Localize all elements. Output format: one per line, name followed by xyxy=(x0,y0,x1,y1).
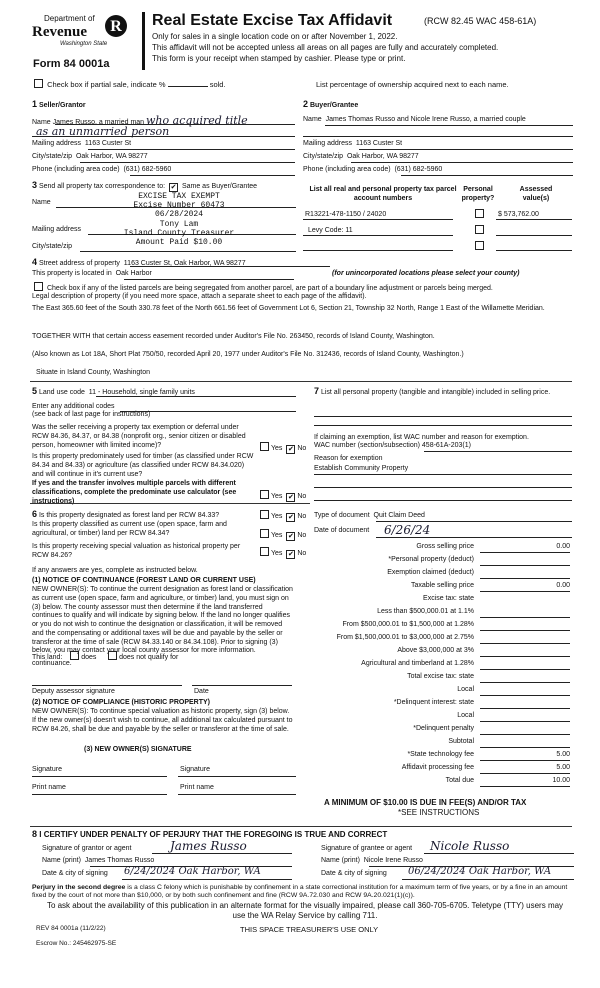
partial-pct-field[interactable] xyxy=(168,86,208,87)
s3-name-label: Name xyxy=(32,199,51,206)
revenue-r-icon xyxy=(104,14,128,38)
price-row: Subtotal xyxy=(312,738,574,750)
buyer-city-row: City/state/zip Oak Harbor, WA 98277 xyxy=(303,153,419,160)
price-row: From $500,000.01 to $1,500,000 at 1.28% xyxy=(312,621,574,633)
dor-logo xyxy=(30,14,130,56)
reason-label: Reason for exemption xyxy=(314,455,383,462)
buyer-city[interactable]: Oak Harbor, WA 98277 xyxy=(346,153,419,160)
owner-sig-label-2: Signature xyxy=(180,766,210,773)
s5-q1-answer: Yes ✔ No xyxy=(258,442,306,454)
buyer-mail-row: Mailing address 1163 Custer St xyxy=(303,140,403,147)
s3-city-label: City/state/zip xyxy=(32,243,73,250)
header-line2: This affidavit will not be accepted unless all areas on all pages are fully and accurately completed. xyxy=(152,43,499,52)
state-text: Washington State xyxy=(60,41,108,47)
price-row: Gross selling price 0.00 xyxy=(312,543,574,555)
s6-q1-yes[interactable] xyxy=(260,510,269,519)
personal-col-header: Personal property? xyxy=(461,186,495,202)
s5-q2-answer: Yes ✔ No xyxy=(258,490,306,502)
located-row: This property is located in Oak Harbor (for unincorporated locations please select your county) xyxy=(32,270,520,277)
s6-q3: Is this property receiving special valuation as historical property per RCW 84.26? xyxy=(32,543,241,559)
buyer-phone[interactable]: (631) 682-5960 xyxy=(394,166,443,173)
minimum-due-note: A MINIMUM OF $10.00 IS DUE IN FEE(S) AND/OR TAX xyxy=(324,798,527,807)
s5-q2a: Is this property predominately used for timber (as classified under RCW 84.34 and 84.33) or agriculture (as classified under RCW 84.34.020) and will continue in it's current use? xyxy=(32,453,254,478)
doc-type[interactable]: Quit Claim Deed xyxy=(373,512,425,519)
header-line1: Only for sales in a single location code on or after November 1, 2022. xyxy=(152,32,398,41)
see-back-label: (see back of last page for instructions) xyxy=(32,411,151,418)
affidavit-processing-fee[interactable]: 5.00 xyxy=(480,764,570,774)
rev-number: REV 84 0001a (11/2/22) xyxy=(36,925,106,932)
price-row: Taxable selling price 0.00 xyxy=(312,582,574,594)
answers-yes-note: If any answers are yes, complete as instructed below. xyxy=(32,567,198,574)
taxable-selling-price[interactable]: 0.00 xyxy=(480,582,570,592)
s5-q1-no[interactable]: ✔ xyxy=(287,446,294,453)
personal-checkbox-3[interactable] xyxy=(475,241,484,250)
assessed-value[interactable]: $ 573,762.00 xyxy=(498,211,539,218)
owner-print-label-1: Print name xyxy=(32,784,66,791)
s6-q2-yes[interactable] xyxy=(260,529,269,538)
additional-codes-label: Enter any additional codes xyxy=(32,403,115,410)
seller-city[interactable]: Oak Harbor, WA 98277 xyxy=(75,153,148,160)
does-qualify-checkbox[interactable] xyxy=(70,651,79,660)
form-title: Real Estate Excise Tax Affidavit xyxy=(152,12,393,29)
continuance-label: continuance. xyxy=(32,660,72,667)
seller-name-handwritten-2: as an unmarried person xyxy=(36,125,170,138)
price-row: Local xyxy=(312,686,574,698)
does-not-qualify-checkbox[interactable] xyxy=(108,651,117,660)
s5-q1: Was the seller receiving a property tax exemption or deferral under RCW 84.36, 84.37, or 84.38 (nonprofit org., senior citizen or disabled person, homeowner with limited income)? xyxy=(32,424,246,449)
reason-value[interactable]: Establish Community Property xyxy=(314,465,409,472)
same-as-buyer-checkbox[interactable]: ✔ xyxy=(170,184,177,191)
revenue-text: Revenue xyxy=(32,24,87,40)
new-owner-sig-title: (3) NEW OWNER(S) SIGNATURE xyxy=(84,746,192,753)
doc-type-row: Type of document Quit Claim Deed xyxy=(314,512,425,519)
perjury-note: Perjury in the second degree is a class C felony which is punishable by confinement in a state correctional institution for a maximum term of five years, or by a fine in an amount fixed by the court of not more than $10,000, or by both such confinement and fine (RCW 9A.72.030 and RCW 9A.20.021(1)(c)). xyxy=(32,884,568,900)
notice2-title: (2) NOTICE OF COMPLIANCE (HISTORIC PROPERTY) xyxy=(32,699,210,706)
price-row: Less than $500,000.01 at 1.1% xyxy=(312,608,574,620)
street-row: 4 Street address of property 1163 Custer St, Oak Harbor, WA 98277 xyxy=(32,257,246,267)
notice1-title: (1) NOTICE OF CONTINUANCE (FOREST LAND OR CURRENT USE) xyxy=(32,577,256,584)
seller-name[interactable]: James Russo, a married man xyxy=(52,119,145,126)
buyer-name-row: Name James Thomas Russo and Nicole Irene Russo, a married couple xyxy=(303,116,526,123)
assessed-col-header: Assessed value(s) xyxy=(519,186,553,202)
exemption-label: If claiming an exemption, list WAC number and reason for exemption. xyxy=(314,434,529,441)
seller-name-handwritten: who acquired title xyxy=(146,114,248,127)
price-row: *Personal property (deduct) xyxy=(312,556,574,568)
price-row: Above $3,000,000 at 3% xyxy=(312,647,574,659)
price-row: Total due 10.00 xyxy=(312,777,574,789)
grantor-date-label: Date & city of signing xyxy=(42,870,108,877)
grantee-sig-label: Signature of grantee or agent xyxy=(321,845,413,852)
grantor-name-row: Name (print) James Thomas Russo xyxy=(42,857,155,864)
doc-date-label: Date of document xyxy=(314,527,370,534)
s6-q2-no[interactable]: ✔ xyxy=(287,533,294,540)
price-row: From $1,500,000.01 to $3,000,000 at 2.75% xyxy=(312,634,574,646)
grantor-name[interactable]: James Thomas Russo xyxy=(84,857,155,864)
s5-q2b: If yes and the transfer involves multiple parcels with different classifications, complete the predominate use calculator (see instructions) xyxy=(32,480,237,505)
s5-q1-yes[interactable] xyxy=(260,442,269,451)
legal-desc-1: The East 365.60 feet of the South 330.78 feet of the North 661.56 feet of Government Lot 6, Section 21, Township 32 North, Range 1 East of the Willamette Meridian. xyxy=(32,305,545,312)
grantee-name[interactable]: Nicole Irene Russo xyxy=(363,857,423,864)
price-row: Exemption claimed (deduct) xyxy=(312,569,574,581)
located-city[interactable]: Oak Harbor xyxy=(115,270,152,277)
grantee-name-row: Name (print) Nicole Irene Russo xyxy=(321,857,423,864)
price-row: *State technology fee 5.00 xyxy=(312,751,574,763)
deputy-sig-label: Deputy assessor signature xyxy=(32,688,115,695)
legal-desc-4: Situate in Island County, Washington xyxy=(36,369,151,376)
notice1-body: NEW OWNER(S): To continue the current designation as forest land or classification as current use (open space, farm and agriculture, or timber) land, you must sign on (3) below. The county assessor must then determine if the land transferred continues to qualify and will indicate by signing below. If the land no longer qualifies or you do not wish to continue the designation or classification, it will be removed and the compensating or additional taxes will be due and payable by the seller or transferor at the time of sale (RCW 84.33.140 or 84.34.108). Prior to signing (3) below, you may contact your local county assessor for more information. xyxy=(32,586,293,655)
buyer-mail[interactable]: 1163 Custer St xyxy=(355,140,403,147)
grantor-signature: James Russo xyxy=(170,839,247,853)
s6-q1-answer: Yes ✔ No xyxy=(258,510,306,522)
partial-sale-label: Check box if partial sale, indicate % xyxy=(47,80,166,89)
grantee-signature: Nicole Russo xyxy=(430,839,510,853)
street-address[interactable]: 1163 Custer St, Oak Harbor, WA 98277 xyxy=(123,260,246,267)
land-use-code[interactable]: 11 - Household, single family units xyxy=(88,389,195,396)
wac-number[interactable]: 458-61A-203(1) xyxy=(421,442,471,449)
list-pct-note: List percentage of ownership acquired next to each name. xyxy=(316,80,509,89)
s7-label: 7 List all personal property (tangible and intangible) included in selling price. xyxy=(314,386,551,396)
escrow-number: Escrow No.: 245462975-SE xyxy=(36,940,117,947)
partial-sale-row xyxy=(32,79,226,89)
s6-q1-no[interactable]: ✔ xyxy=(287,514,294,521)
s6-q3-answer: Yes ✔ No xyxy=(258,547,306,559)
price-row: Agricultural and timberland at 1.28% xyxy=(312,660,574,672)
price-row: Local xyxy=(312,712,574,724)
s5-q2-no[interactable]: ✔ xyxy=(287,494,294,501)
grantee-date-city[interactable]: 06/24/2024 Oak Harbor, WA xyxy=(408,866,552,877)
legal-desc-3: (Also known as Lot 18A, Short Plat 750/50, recorded April 20, 1977 under Auditor's File No. 312436, records of Island County, Washington.) xyxy=(32,351,464,358)
seller-phone[interactable]: (631) 682-5960 xyxy=(123,166,172,173)
seller-mail[interactable]: 1163 Custer St xyxy=(84,140,132,147)
seller-city-row: City/state/zip Oak Harbor, WA 98277 xyxy=(32,153,148,160)
seller-heading: 1 Seller/Grantor xyxy=(32,99,86,109)
see-instructions-note: *SEE INSTRUCTIONS xyxy=(398,808,480,817)
price-row: Total excise tax: state xyxy=(312,673,574,685)
seller-name-row: Name James Russo, a married man who acquired title xyxy=(32,114,248,127)
correspondence-row: 3 Send all property tax correspondence to: ✔ Same as Buyer/Grantee xyxy=(32,180,258,191)
price-row: Excise tax: state xyxy=(423,595,474,602)
owner-print-label-2: Print name xyxy=(180,784,214,791)
seller-phone-row: Phone (including area code) (631) 682-5960 xyxy=(32,166,172,173)
doc-date[interactable]: 6/26/24 xyxy=(384,523,431,537)
s6-q3-no[interactable]: ✔ xyxy=(287,551,294,558)
grantee-date-label: Date & city of signing xyxy=(321,870,387,877)
this-land-row: This land: does does not qualify for xyxy=(32,651,178,663)
treasurer-note: THIS SPACE TREASURER'S USE ONLY xyxy=(240,925,379,934)
s3-mail-label: Mailing address xyxy=(32,226,82,233)
price-row: *Delinquent interest: state xyxy=(312,699,574,711)
buyer-heading: 2 Buyer/Grantee xyxy=(303,99,359,109)
s6-q1: 6 Is this property designated as forest land per RCW 84.33? xyxy=(32,509,220,519)
s6-q2: Is this property classified as current use (open space, farm and agricultural, or timber) land per RCW 84.34? xyxy=(32,521,227,537)
segregated-checkbox[interactable] xyxy=(34,282,43,291)
price-row: *Delinquent penalty xyxy=(312,725,574,737)
grantor-sig-label: Signature of grantor or agent xyxy=(42,845,132,852)
personal-checkbox-1[interactable] xyxy=(475,209,484,218)
sold-label: sold. xyxy=(209,80,226,89)
notice2-body: NEW OWNER(S): To continue special valuation as historic property, sign (3) below. If the new owner(s) doesn't wish to continue, all additional tax calculated pursuant to RCW 84.26, shall be due and payable by the seller or transferor at the time of sale. xyxy=(32,708,293,733)
legal-label: Legal description of property (if you need more space, attach a separate sheet to each page of the affidavit). xyxy=(32,293,367,300)
s5-q2-yes[interactable] xyxy=(260,490,269,499)
svg-text:R: R xyxy=(110,18,122,35)
alt-format-note: To ask about the availability of this publication in an alternate format for the visually impaired, please call 360-705-6705. Teletype (TTY) users may use the WA Relay Service by calling 711. xyxy=(46,901,564,920)
form-number: Form 84 0001a xyxy=(33,58,110,70)
form-rcw: (RCW 82.45 WAC 458-61A) xyxy=(424,16,537,26)
personal-checkbox-2[interactable] xyxy=(475,225,484,234)
total-due[interactable]: 10.00 xyxy=(480,777,570,787)
gross-selling-price[interactable]: 0.00 xyxy=(480,543,570,553)
deputy-date-label: Date xyxy=(194,688,209,695)
legal-desc-2: TOGETHER WITH that certain access easement recorded under Auditor's File No. 263450, records of Island County, Washington. xyxy=(32,333,435,340)
parcel-number[interactable]: R13221-478-1150 / 24020 xyxy=(305,211,387,218)
excise-exempt-stamp: EXCISE TAX EXEMPT Excise Number 60473 06/28/2024 Tony Lam Island County Treasurer Amount Paid $10.00 xyxy=(123,192,235,247)
parcel-col-header: List all real and personal property tax parcel account numbers xyxy=(309,186,457,202)
land-use-row: 5 Land use code 11 - Household, single family units xyxy=(32,386,195,396)
grantor-date-city[interactable]: 6/24/2024 Oak Harbor, WA xyxy=(124,866,261,877)
wac-row: WAC number (section/subsection) 458-61A-203(1) xyxy=(314,442,471,449)
state-technology-fee[interactable]: 5.00 xyxy=(480,751,570,761)
header-line3: This form is your receipt when stamped by cashier. Please type or print. xyxy=(152,54,406,63)
segregated-row: Check box if any of the listed parcels are being segregated from another parcel, are part of a boundary line adjustment or parcels being merged. xyxy=(32,282,577,294)
buyer-phone-row: Phone (including area code) (631) 682-5960 xyxy=(303,166,443,173)
dept-text: Department of xyxy=(44,14,95,23)
certify-statement: 8 I CERTIFY UNDER PENALTY OF PERJURY THAT THE FOREGOING IS TRUE AND CORRECT xyxy=(32,829,388,839)
partial-sale-checkbox[interactable] xyxy=(34,79,43,88)
header-divider xyxy=(142,12,145,70)
buyer-name[interactable]: James Thomas Russo and Nicole Irene Russo, a married couple xyxy=(325,116,526,123)
owner-sig-label-1: Signature xyxy=(32,766,62,773)
levy-code[interactable]: Levy Code: 11 xyxy=(308,227,353,234)
s6-q2-answer: Yes ✔ No xyxy=(258,529,306,541)
price-row: Affidavit processing fee 5.00 xyxy=(312,764,574,776)
s6-q3-yes[interactable] xyxy=(260,547,269,556)
seller-mail-row: Mailing address 1163 Custer St xyxy=(32,140,132,147)
